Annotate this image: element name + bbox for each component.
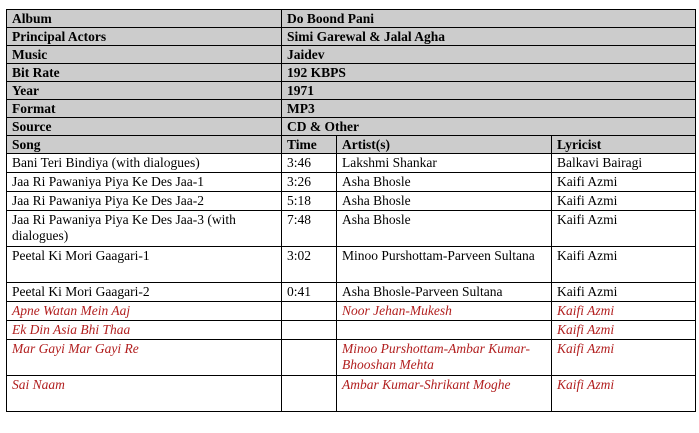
song-cell: Mar Gayi Mar Gayi Re: [7, 340, 282, 376]
meta-label: Bit Rate: [7, 64, 282, 82]
time-cell: [282, 321, 337, 340]
meta-row-bit-rate: [7, 64, 696, 82]
table-row: [7, 173, 696, 192]
meta-label: Principal Actors: [7, 28, 282, 46]
column-header-row: [7, 136, 696, 154]
column-header-song: Song: [7, 136, 282, 154]
artist-cell: Asha Bhosle: [337, 211, 552, 247]
meta-label: Format: [7, 100, 282, 118]
song-cell: Jaa Ri Pawaniya Piya Ke Des Jaa-2: [7, 192, 282, 211]
lyricist-cell: Kaifi Azmi: [552, 173, 696, 192]
time-cell: [282, 302, 337, 321]
table-row: [7, 192, 696, 211]
song-cell: Jaa Ri Pawaniya Piya Ke Des Jaa-1: [7, 173, 282, 192]
meta-value: Simi Garewal & Jalal Agha: [282, 28, 696, 46]
time-cell: 7:48: [282, 211, 337, 247]
meta-row-year: [7, 82, 696, 100]
time-cell: 5:18: [282, 192, 337, 211]
meta-label: Year: [7, 82, 282, 100]
artist-cell: Ambar Kumar-Shrikant Moghe: [337, 376, 552, 412]
meta-value: Do Boond Pani: [282, 10, 696, 28]
artist-cell: Lakshmi Shankar: [337, 154, 552, 173]
table-row: [7, 283, 696, 302]
time-cell: 3:26: [282, 173, 337, 192]
meta-value: MP3: [282, 100, 696, 118]
meta-row-principal-actors: [7, 28, 696, 46]
artist-cell: Minoo Purshottam-Ambar Kumar-Bhooshan Mehta: [337, 340, 552, 376]
time-cell: [282, 340, 337, 376]
time-cell: 0:41: [282, 283, 337, 302]
meta-label: Music: [7, 46, 282, 64]
meta-label: Source: [7, 118, 282, 136]
meta-row-album: [7, 10, 696, 28]
artist-cell: Asha Bhosle: [337, 192, 552, 211]
lyricist-cell: Kaifi Azmi: [552, 192, 696, 211]
meta-value: 1971: [282, 82, 696, 100]
lyricist-cell: Kaifi Azmi: [552, 340, 696, 376]
meta-row-music: [7, 46, 696, 64]
time-cell: 3:02: [282, 247, 337, 283]
meta-value: Jaidev: [282, 46, 696, 64]
lyricist-cell: Kaifi Azmi: [552, 247, 696, 283]
album-info-table: [6, 9, 696, 412]
song-cell: Sai Naam: [7, 376, 282, 412]
column-header-artists: Artist(s): [337, 136, 552, 154]
table-row: [7, 302, 696, 321]
column-header-time: Time: [282, 136, 337, 154]
table-row: [7, 211, 696, 247]
meta-value: CD & Other: [282, 118, 696, 136]
lyricist-cell: Kaifi Azmi: [552, 376, 696, 412]
artist-cell: Asha Bhosle-Parveen Sultana: [337, 283, 552, 302]
artist-cell: [337, 321, 552, 340]
meta-value: 192 KBPS: [282, 64, 696, 82]
time-cell: 3:46: [282, 154, 337, 173]
artist-cell: Noor Jehan-Mukesh: [337, 302, 552, 321]
table-row: [7, 321, 696, 340]
song-cell: Peetal Ki Mori Gaagari-2: [7, 283, 282, 302]
meta-row-format: [7, 100, 696, 118]
lyricist-cell: Kaifi Azmi: [552, 211, 696, 247]
time-cell: [282, 376, 337, 412]
song-cell: Ek Din Asia Bhi Thaa: [7, 321, 282, 340]
song-cell: Apne Watan Mein Aaj: [7, 302, 282, 321]
song-cell: Bani Teri Bindiya (with dialogues): [7, 154, 282, 173]
table-row: [7, 376, 696, 412]
meta-label: Album: [7, 10, 282, 28]
artist-cell: Asha Bhosle: [337, 173, 552, 192]
lyricist-cell: Kaifi Azmi: [552, 321, 696, 340]
table-row: [7, 154, 696, 173]
table-row: [7, 340, 696, 376]
table-row: [7, 247, 696, 283]
meta-row-source: [7, 118, 696, 136]
lyricist-cell: Kaifi Azmi: [552, 302, 696, 321]
album-info-table-wrapper: [6, 9, 695, 412]
song-cell: Jaa Ri Pawaniya Piya Ke Des Jaa-3 (with dialogues): [7, 211, 282, 247]
song-cell: Peetal Ki Mori Gaagari-1: [7, 247, 282, 283]
artist-cell: Minoo Purshottam-Parveen Sultana: [337, 247, 552, 283]
column-header-lyricist: Lyricist: [552, 136, 696, 154]
lyricist-cell: Balkavi Bairagi: [552, 154, 696, 173]
lyricist-cell: Kaifi Azmi: [552, 283, 696, 302]
